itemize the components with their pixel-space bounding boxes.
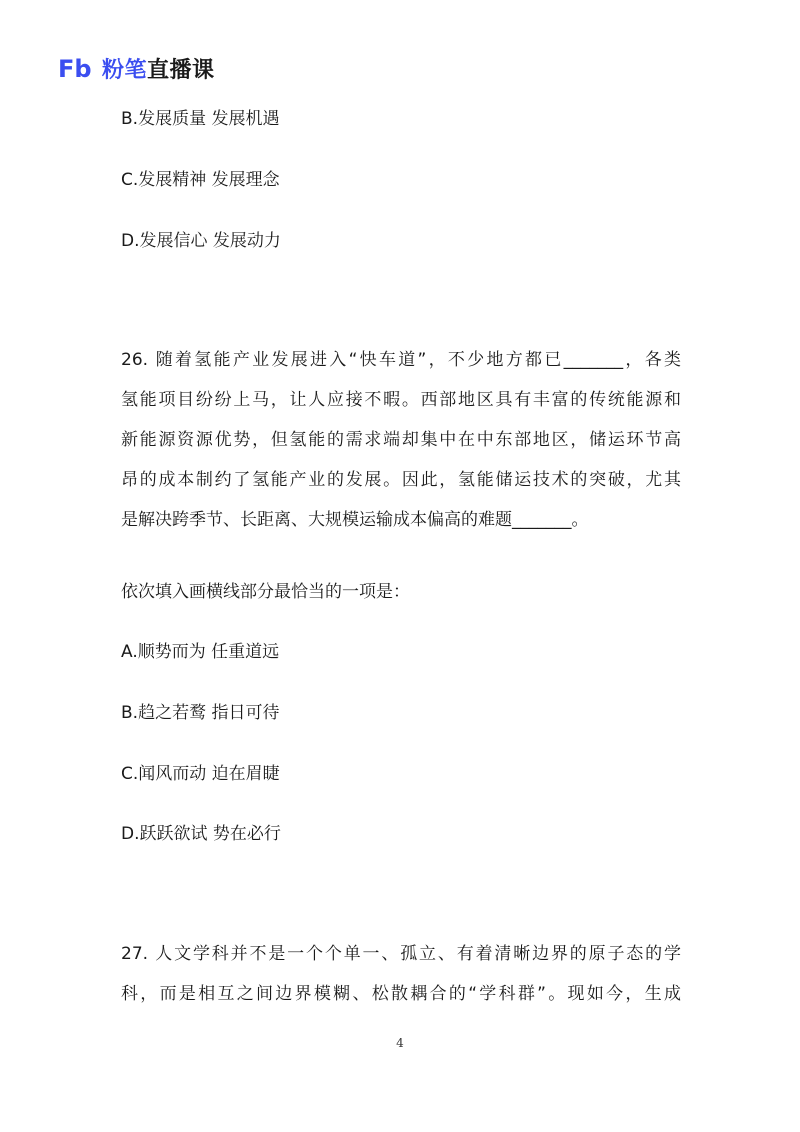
q26-stem-line: 新能源资源优势，但氢能的需求端却集中在中东部地区，储运环节高 <box>121 430 681 450</box>
q26-option-c: C.闻风而动 迫在眉睫 <box>121 764 280 784</box>
brand-accent: 粉笔 <box>102 57 148 83</box>
q26-stem-line: 氢能项目纷纷上马，让人应接不暇。西部地区具有丰富的传统能源和 <box>121 390 681 410</box>
brand-rest: 直播课 <box>147 57 215 83</box>
q26-option-d: D.跃跃欲试 势在必行 <box>121 824 281 844</box>
header <box>58 52 215 84</box>
page-number: 4 <box>396 1036 404 1050</box>
q26-option-b: B.趋之若鹜 指日可待 <box>121 703 280 723</box>
q26-stem-line: 26. 随着氢能产业发展进入“快车道”，不少地方都已_______，各类 <box>121 350 681 370</box>
fenbi-logo-icon <box>58 54 98 82</box>
q26-stem <box>121 348 681 548</box>
q25-option-c: C.发展精神 发展理念 <box>121 170 280 190</box>
q25-option-b: B.发展质量 发展机遇 <box>121 109 280 129</box>
q26-option-a: A.顺势而为 任重道远 <box>121 642 280 662</box>
brand-name <box>102 53 215 84</box>
q26-stem-line: 昂的成本制约了氢能产业的发展。因此，氢能储运技术的突破，尤其 <box>121 470 681 490</box>
q27-stem-line: 27. 人文学科并不是一个个单一、孤立、有着清晰边界的原子态的学 <box>121 944 681 964</box>
q27-stem <box>121 942 681 1022</box>
q25-option-d: D.发展信心 发展动力 <box>121 231 281 251</box>
q26-prompt: 依次填入画横线部分最恰当的一项是： <box>121 582 410 602</box>
q26-stem-line: 是解决跨季节、长距离、大规模运输成本偏高的难题_______。 <box>121 510 589 530</box>
logo-text: Fb <box>58 55 92 82</box>
q27-stem-line: 科，而是相互之间边界模糊、松散耦合的“学科群”。现如今，生成 <box>121 984 681 1004</box>
